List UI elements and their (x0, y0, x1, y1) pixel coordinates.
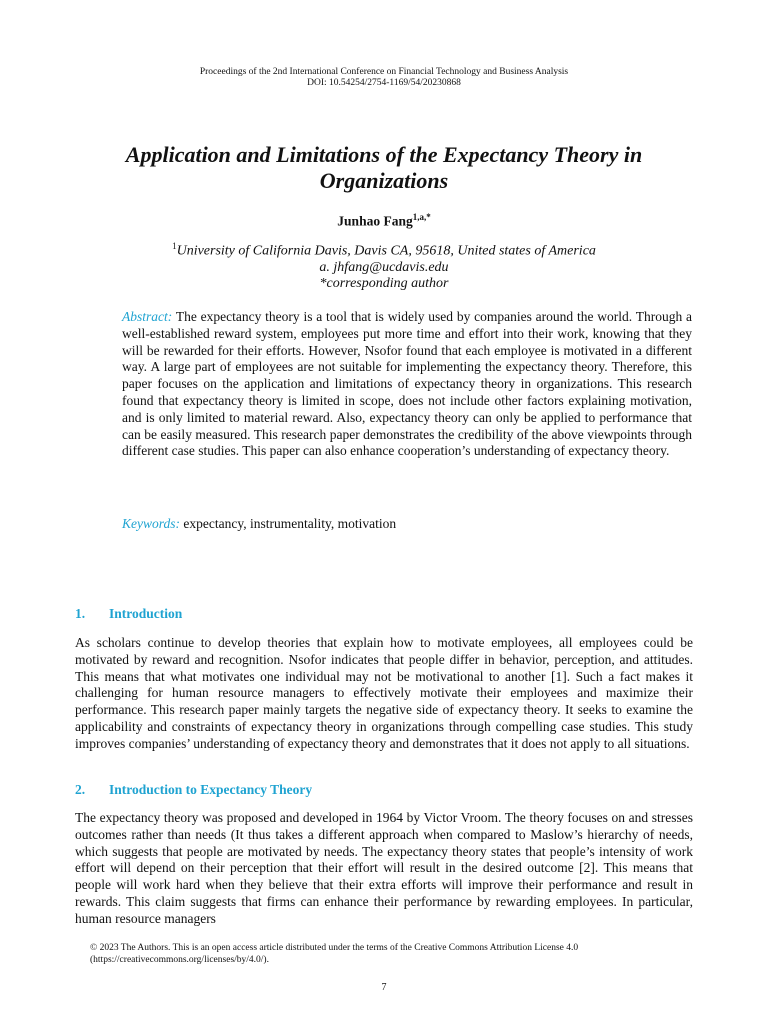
abstract-text: The expectancy theory is a tool that is widely used by companies around the world. Through a well-established reward system, employees put more time and effort into their work, knowing that they will be rewarded for their efforts. However, Nsofor found that each employee is motivated in a different way. A large part of employees are not suitable for implementing the expectancy theory. Therefore, this paper focuses on the application and limitations of expectancy theory in organizations. This research found that expectancy theory is limited in scope, does not include other factors explaining motivation, and is only limited to material reward. Also, expectancy theory can only be applied to performance that can be easily measured. This research paper demonstrates the credibility of the above viewpoints through different case studies. This paper can also enhance cooperation’s understanding of expectancy theory. (122, 309, 692, 459)
affiliation-superscript: 1 (172, 241, 177, 251)
section-number: 1. (75, 606, 86, 621)
section-heading-introduction (75, 606, 182, 622)
author-superscript: 1,a,* (412, 212, 431, 222)
keywords-text: expectancy, instrumentality, motivation (183, 516, 397, 531)
running-header (0, 67, 768, 89)
affiliation-text: University of California Davis, Davis CA, 95618, United states of America (176, 243, 596, 259)
abstract (122, 309, 692, 460)
keywords (122, 516, 692, 532)
author-email: a. jhfang@ucdavis.edu (319, 259, 449, 275)
affiliation (0, 238, 768, 260)
corresponding-note: *corresponding author (319, 275, 449, 291)
conference-name: Proceedings of the 2nd International Conference on Financial Technology and Business Analysis (199, 67, 569, 77)
license-footnote (90, 943, 680, 966)
section-title: Introduction (109, 606, 183, 621)
author-name: Junhao Fang (337, 213, 413, 229)
title-line-2: Organizations (319, 168, 449, 193)
paper-title (60, 142, 708, 194)
affiliation-block (0, 238, 768, 292)
author (0, 212, 768, 230)
keywords-label: Keywords: (122, 516, 180, 531)
section-paragraph: The expectancy theory was proposed and developed in 1964 by Victor Vroom. The theory focuses on and stresses outcomes rather than needs (It thus takes a different approach when compared to Maslow’s hierarchy of needs, which suggests that people are motivated by needs. The expectancy theory states that people’s intensity of work effort will depend on their perception that their effort will result in the desired outcome [2]. This means that people will work hard when they believe that their extra efforts will improve their performance and result in rewards. This claim suggests that firms can enhance their performance by rewarding employees. In particular, human resource managers (75, 810, 693, 926)
section-title: Introduction to Expectancy Theory (109, 782, 313, 797)
license-line-1: © 2023 The Authors. This is an open access article distributed under the terms of the Creative Commons Attribution License 4.0 (90, 943, 579, 953)
section-heading-expectancy-theory (75, 782, 312, 798)
title-line-1: Application and Limitations of the Expectancy Theory in (125, 142, 643, 167)
abstract-label: Abstract: (122, 309, 173, 324)
doi: DOI: 10.54254/2754-1169/54/20230868 (307, 78, 461, 88)
license-url: (https://creativecommons.org/licenses/by/4.0/). (90, 954, 269, 965)
section-number: 2. (75, 782, 86, 797)
section-paragraph: As scholars continue to develop theories that explain how to motivate employees, all employees could be motivated by reward and recognition. Nsofor indicates that people differ in behavior, perception, and attitudes. This means that what motivates one individual may not be motivational to another [1]. Such a fact makes it challenging for human resource managers to effectively motivate their employees and maximize their performance. This research paper mainly targets the negative side of expectancy theory. It seeks to examine the applicability and constraints of expectancy theory in organizations through compelling case studies. This study improves companies’ understanding of expectancy theory and demonstrates that it does not apply to all situations. (75, 635, 693, 751)
page-number: 7 (381, 982, 387, 993)
